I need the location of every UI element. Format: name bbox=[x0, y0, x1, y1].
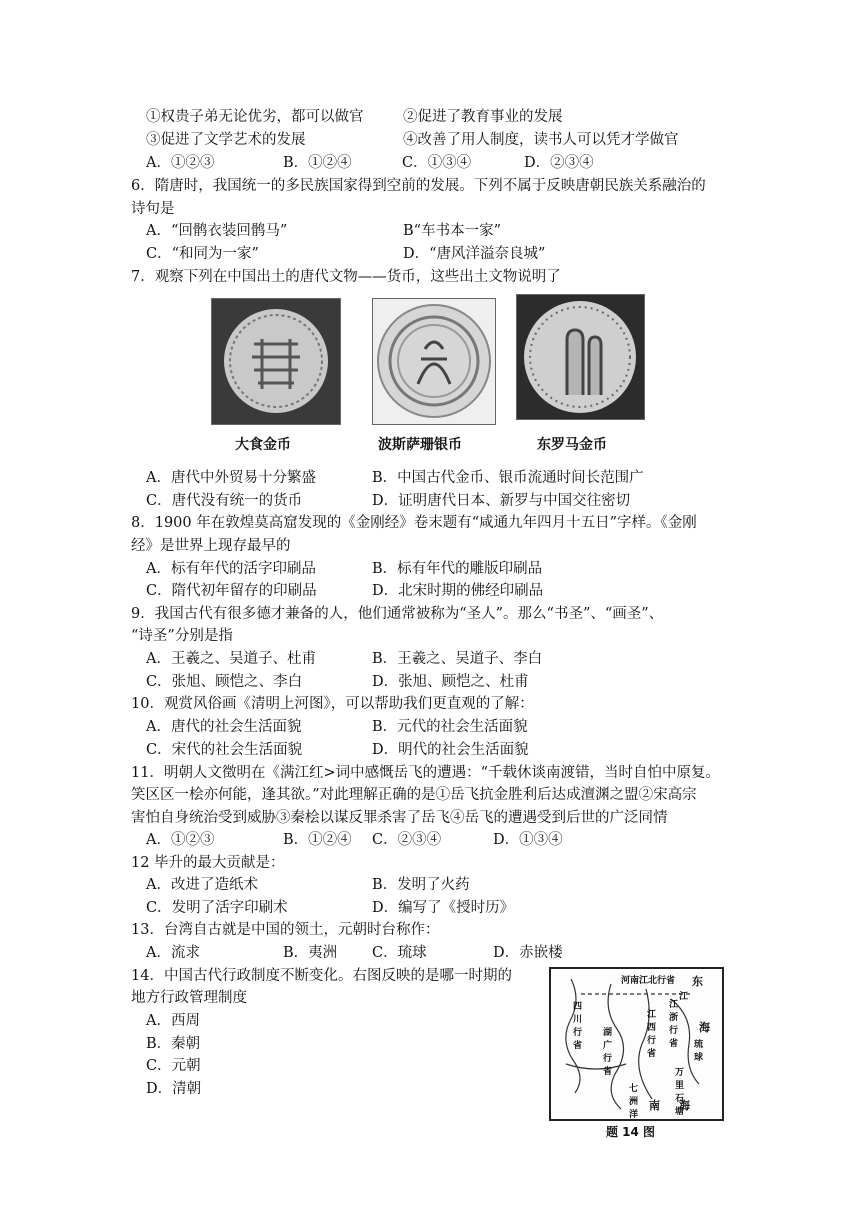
map-label-south: 南 bbox=[649, 1099, 660, 1112]
q12-choice-d[interactable]: D．编写了《授时历》 bbox=[372, 900, 515, 916]
q7-choice-c[interactable]: C．唐代没有统一的货币 bbox=[146, 493, 303, 509]
q7-choice-d[interactable]: D．证明唐代日本、新罗与中国交往密切 bbox=[372, 493, 631, 509]
map-label-qizhou: 七洲洋 bbox=[629, 1084, 639, 1120]
sasanian-silver-coin-image bbox=[372, 298, 496, 425]
map-caption: 题 14 图 bbox=[606, 1125, 656, 1139]
dashi-gold-coin-image bbox=[211, 298, 341, 425]
q6-stem: 6．隋唐时，我国统一的多民族国家得到空前的发展。下列不属于反映唐朝民族关系融治的 bbox=[131, 178, 706, 194]
q14-choice-b[interactable]: B．秦朝 bbox=[146, 1036, 201, 1052]
map-label-wanli: 万里石塘 bbox=[675, 1068, 685, 1117]
q7-choice-b[interactable]: B．中国古代金币、银币流通时间长范围广 bbox=[372, 470, 644, 486]
q6-choice-c[interactable]: C．“和同为一家” bbox=[146, 246, 259, 262]
q9-choice-c[interactable]: C．张旭、顾恺之、李白 bbox=[146, 674, 303, 690]
q13-choice-a[interactable]: A．流求 bbox=[146, 945, 200, 961]
q14-stem-cont: 地方行政管理制度 bbox=[131, 990, 247, 1006]
q8-choice-a[interactable]: A．标有年代的活字印刷品 bbox=[146, 561, 316, 577]
map-label-jiangxi: 江西行省 bbox=[647, 1010, 657, 1059]
map-label-sea: 海 bbox=[699, 1021, 710, 1034]
q6-stem-cont: 诗句是 bbox=[131, 201, 175, 217]
q5-choice-b[interactable]: B．①②④ bbox=[283, 155, 352, 171]
q10-choice-d[interactable]: D．明代的社会生活面貌 bbox=[372, 742, 529, 758]
q11-stem: 11．明朝人文徵明在《满江红>词中感慨岳飞的遭遇：“千载休谈南渡错，当时自怕中原复。 bbox=[131, 765, 721, 781]
q10-stem: 10．观赏风俗画《清明上河图》，可以帮助我们更直观的了解： bbox=[131, 696, 534, 712]
map-label-jiang: 江 bbox=[679, 992, 689, 1002]
q5-choice-a[interactable]: A．①②③ bbox=[146, 155, 215, 171]
q12-stem: 12 毕升的最大贡献是： bbox=[131, 855, 285, 871]
q10-choice-b[interactable]: B．元代的社会生活面貌 bbox=[372, 719, 528, 735]
q7-stem: 7．观察下列在中国出土的唐代文物——货币，这些出土文物说明了 bbox=[131, 269, 561, 285]
q14-stem: 14．中国古代行政制度不断变化。右图反映的是哪一时期的 bbox=[131, 968, 512, 984]
q11-choice-a[interactable]: A．①②③ bbox=[146, 832, 215, 848]
q11-stem-cont-1: 笑区区一桧亦何能，逢其欲。”对此理解正确的是①岳飞抗金胜利后达成澶渊之盟②宋高宗 bbox=[131, 787, 697, 803]
q11-choice-d[interactable]: D．①③④ bbox=[493, 832, 563, 848]
q5-option-3: ③促进了文学艺术的发展 bbox=[146, 132, 306, 148]
map-label-jiangzhe: 江浙行省 bbox=[669, 1000, 679, 1049]
q5-option-1: ①权贵子弟无论优劣，都可以做官 bbox=[146, 109, 364, 125]
q8-choice-d[interactable]: D．北宋时期的佛经印刷品 bbox=[372, 583, 544, 599]
q8-choice-c[interactable]: C．隋代初年留存的印刷品 bbox=[146, 583, 317, 599]
map-label-east: 东 bbox=[692, 975, 703, 988]
q14-choice-a[interactable]: A．西周 bbox=[146, 1013, 200, 1029]
q12-choice-a[interactable]: A．改进了造纸术 bbox=[146, 877, 258, 893]
q12-choice-b[interactable]: B．发明了火药 bbox=[372, 877, 470, 893]
q6-choice-b[interactable]: B“车书本一家” bbox=[403, 223, 501, 239]
coin-caption-3: 东罗马金币 bbox=[537, 437, 607, 453]
q5-option-4: ④改善了用人制度，读书人可以凭才学做官 bbox=[403, 132, 679, 148]
q6-choice-a[interactable]: A．“回鹘衣装回鹘马” bbox=[146, 223, 288, 239]
q5-choice-d[interactable]: D．②③④ bbox=[524, 155, 594, 171]
q14-choice-d[interactable]: D．清朝 bbox=[146, 1081, 202, 1097]
q13-choice-b[interactable]: B．夷洲 bbox=[283, 945, 338, 961]
map-label-liuqiu: 琉球 bbox=[694, 1040, 704, 1063]
yuan-province-map bbox=[549, 967, 724, 1121]
q6-choice-d[interactable]: D．“唐风洋溢奈良城” bbox=[403, 246, 546, 262]
map-label-sichuan: 四川行省 bbox=[573, 1002, 583, 1051]
q8-stem: 8．1900 年在敦煌莫高窟发现的《金刚经》卷末题有“咸通九年四月十五日”字样。《金刚 bbox=[131, 515, 697, 531]
q7-choice-a[interactable]: A．唐代中外贸易十分繁盛 bbox=[146, 470, 316, 486]
q11-choice-b[interactable]: B．①②④ bbox=[283, 832, 352, 848]
q10-choice-a[interactable]: A．唐代的社会生活面貌 bbox=[146, 719, 302, 735]
q11-stem-cont-2: 害怕自身统治受到威胁③秦桧以谋反罪杀害了岳飞④岳飞的遭遇受到后世的广泛同情 bbox=[131, 810, 668, 826]
q11-choice-c[interactable]: C．②③④ bbox=[372, 832, 442, 848]
map-label-henan: 河南江北行省 bbox=[621, 976, 676, 986]
q8-stem-cont: 经》是世界上现存最早的 bbox=[131, 538, 291, 554]
q10-choice-c[interactable]: C．宋代的社会生活面貌 bbox=[146, 742, 303, 758]
q9-choice-b[interactable]: B．王羲之、吴道子、李白 bbox=[372, 651, 543, 667]
byzantine-gold-coin-image bbox=[516, 294, 645, 420]
q13-choice-d[interactable]: D．赤嵌楼 bbox=[493, 945, 563, 961]
q9-choice-a[interactable]: A．王羲之、吴道子、杜甫 bbox=[146, 651, 316, 667]
q9-stem-cont: “诗圣”分别是指 bbox=[131, 628, 233, 644]
q5-option-2: ②促进了教育事业的发展 bbox=[403, 109, 563, 125]
map-label-sea-2: 海 bbox=[679, 1099, 690, 1112]
q12-choice-c[interactable]: C．发明了活字印刷术 bbox=[146, 900, 288, 916]
q9-stem: 9．我国古代有很多德才兼备的人，他们通常被称为“圣人”。那么“书圣”、“画圣”、 bbox=[131, 606, 664, 622]
coin-caption-1: 大食金币 bbox=[235, 437, 291, 453]
q9-choice-d[interactable]: D．张旭、顾恺之、杜甫 bbox=[372, 674, 529, 690]
q13-stem: 13．台湾自古就是中国的领土，元朝时台称作： bbox=[131, 922, 440, 938]
coin-caption-2: 波斯萨珊银币 bbox=[378, 437, 462, 453]
q13-choice-c[interactable]: C．琉球 bbox=[372, 945, 427, 961]
map-label-huguang: 湖广行省 bbox=[603, 1028, 613, 1077]
q14-choice-c[interactable]: C．元朝 bbox=[146, 1058, 201, 1074]
q8-choice-b[interactable]: B．标有年代的雕版印刷品 bbox=[372, 561, 543, 577]
q5-choice-c[interactable]: C．①③④ bbox=[402, 155, 472, 171]
